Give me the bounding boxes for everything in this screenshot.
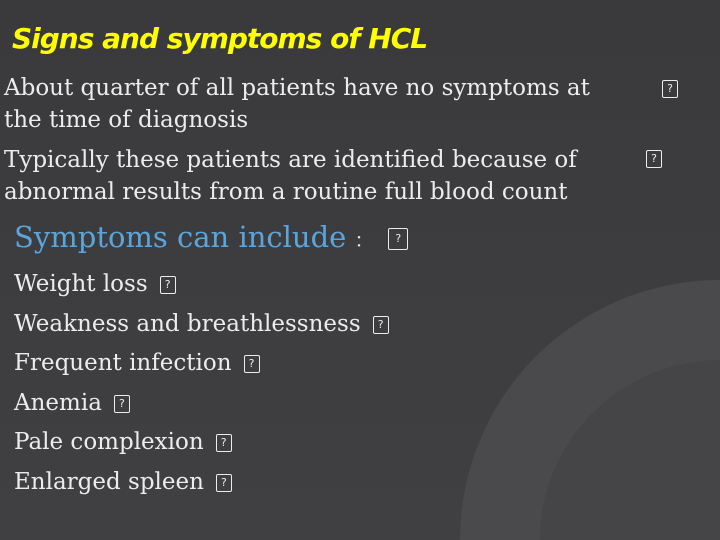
slide-title: Signs and symptoms of HCL — [12, 22, 428, 55]
missing-glyph-icon: ? — [216, 434, 232, 452]
missing-glyph-icon: ? — [388, 228, 408, 250]
missing-glyph-icon: ? — [114, 395, 130, 413]
list-item — [14, 305, 389, 345]
list-item — [14, 423, 389, 463]
list-item — [14, 265, 389, 305]
symptom-label: Anemia — [14, 389, 102, 416]
symptom-label: Weakness and breathlessness — [14, 310, 361, 337]
symptoms-heading-colon: ： — [354, 228, 375, 252]
symptom-label: Frequent infection — [14, 350, 232, 376]
missing-glyph-icon: ? — [662, 80, 678, 98]
missing-glyph-icon: ? — [216, 474, 232, 492]
paragraph-line: Typically these patients are identified because of — [4, 147, 577, 173]
list-item — [14, 384, 389, 424]
decorative-corner-arcs — [420, 240, 720, 540]
list-item — [14, 344, 389, 384]
paragraph-no-symptoms — [4, 72, 590, 136]
symptom-label: Pale complexion — [14, 429, 204, 455]
missing-glyph-icon: ? — [160, 276, 176, 294]
symptom-label: Weight loss — [14, 271, 148, 297]
missing-glyph-icon: ? — [244, 355, 260, 373]
symptom-label: Enlarged spleen — [14, 468, 204, 495]
paragraph-line: About quarter of all patients have no symptoms at — [4, 75, 590, 101]
paragraph-line: abnormal results from a routine full blood count — [4, 179, 568, 205]
symptoms-heading — [14, 220, 408, 254]
list-item — [14, 463, 389, 503]
symptoms-list — [14, 265, 389, 502]
paragraph-line: the time of diagnosis — [4, 107, 249, 133]
missing-glyph-icon: ? — [373, 316, 389, 334]
paragraph-identification — [4, 144, 577, 208]
missing-glyph-icon: ? — [646, 150, 662, 168]
symptoms-heading-text: Symptoms can include — [14, 220, 347, 254]
